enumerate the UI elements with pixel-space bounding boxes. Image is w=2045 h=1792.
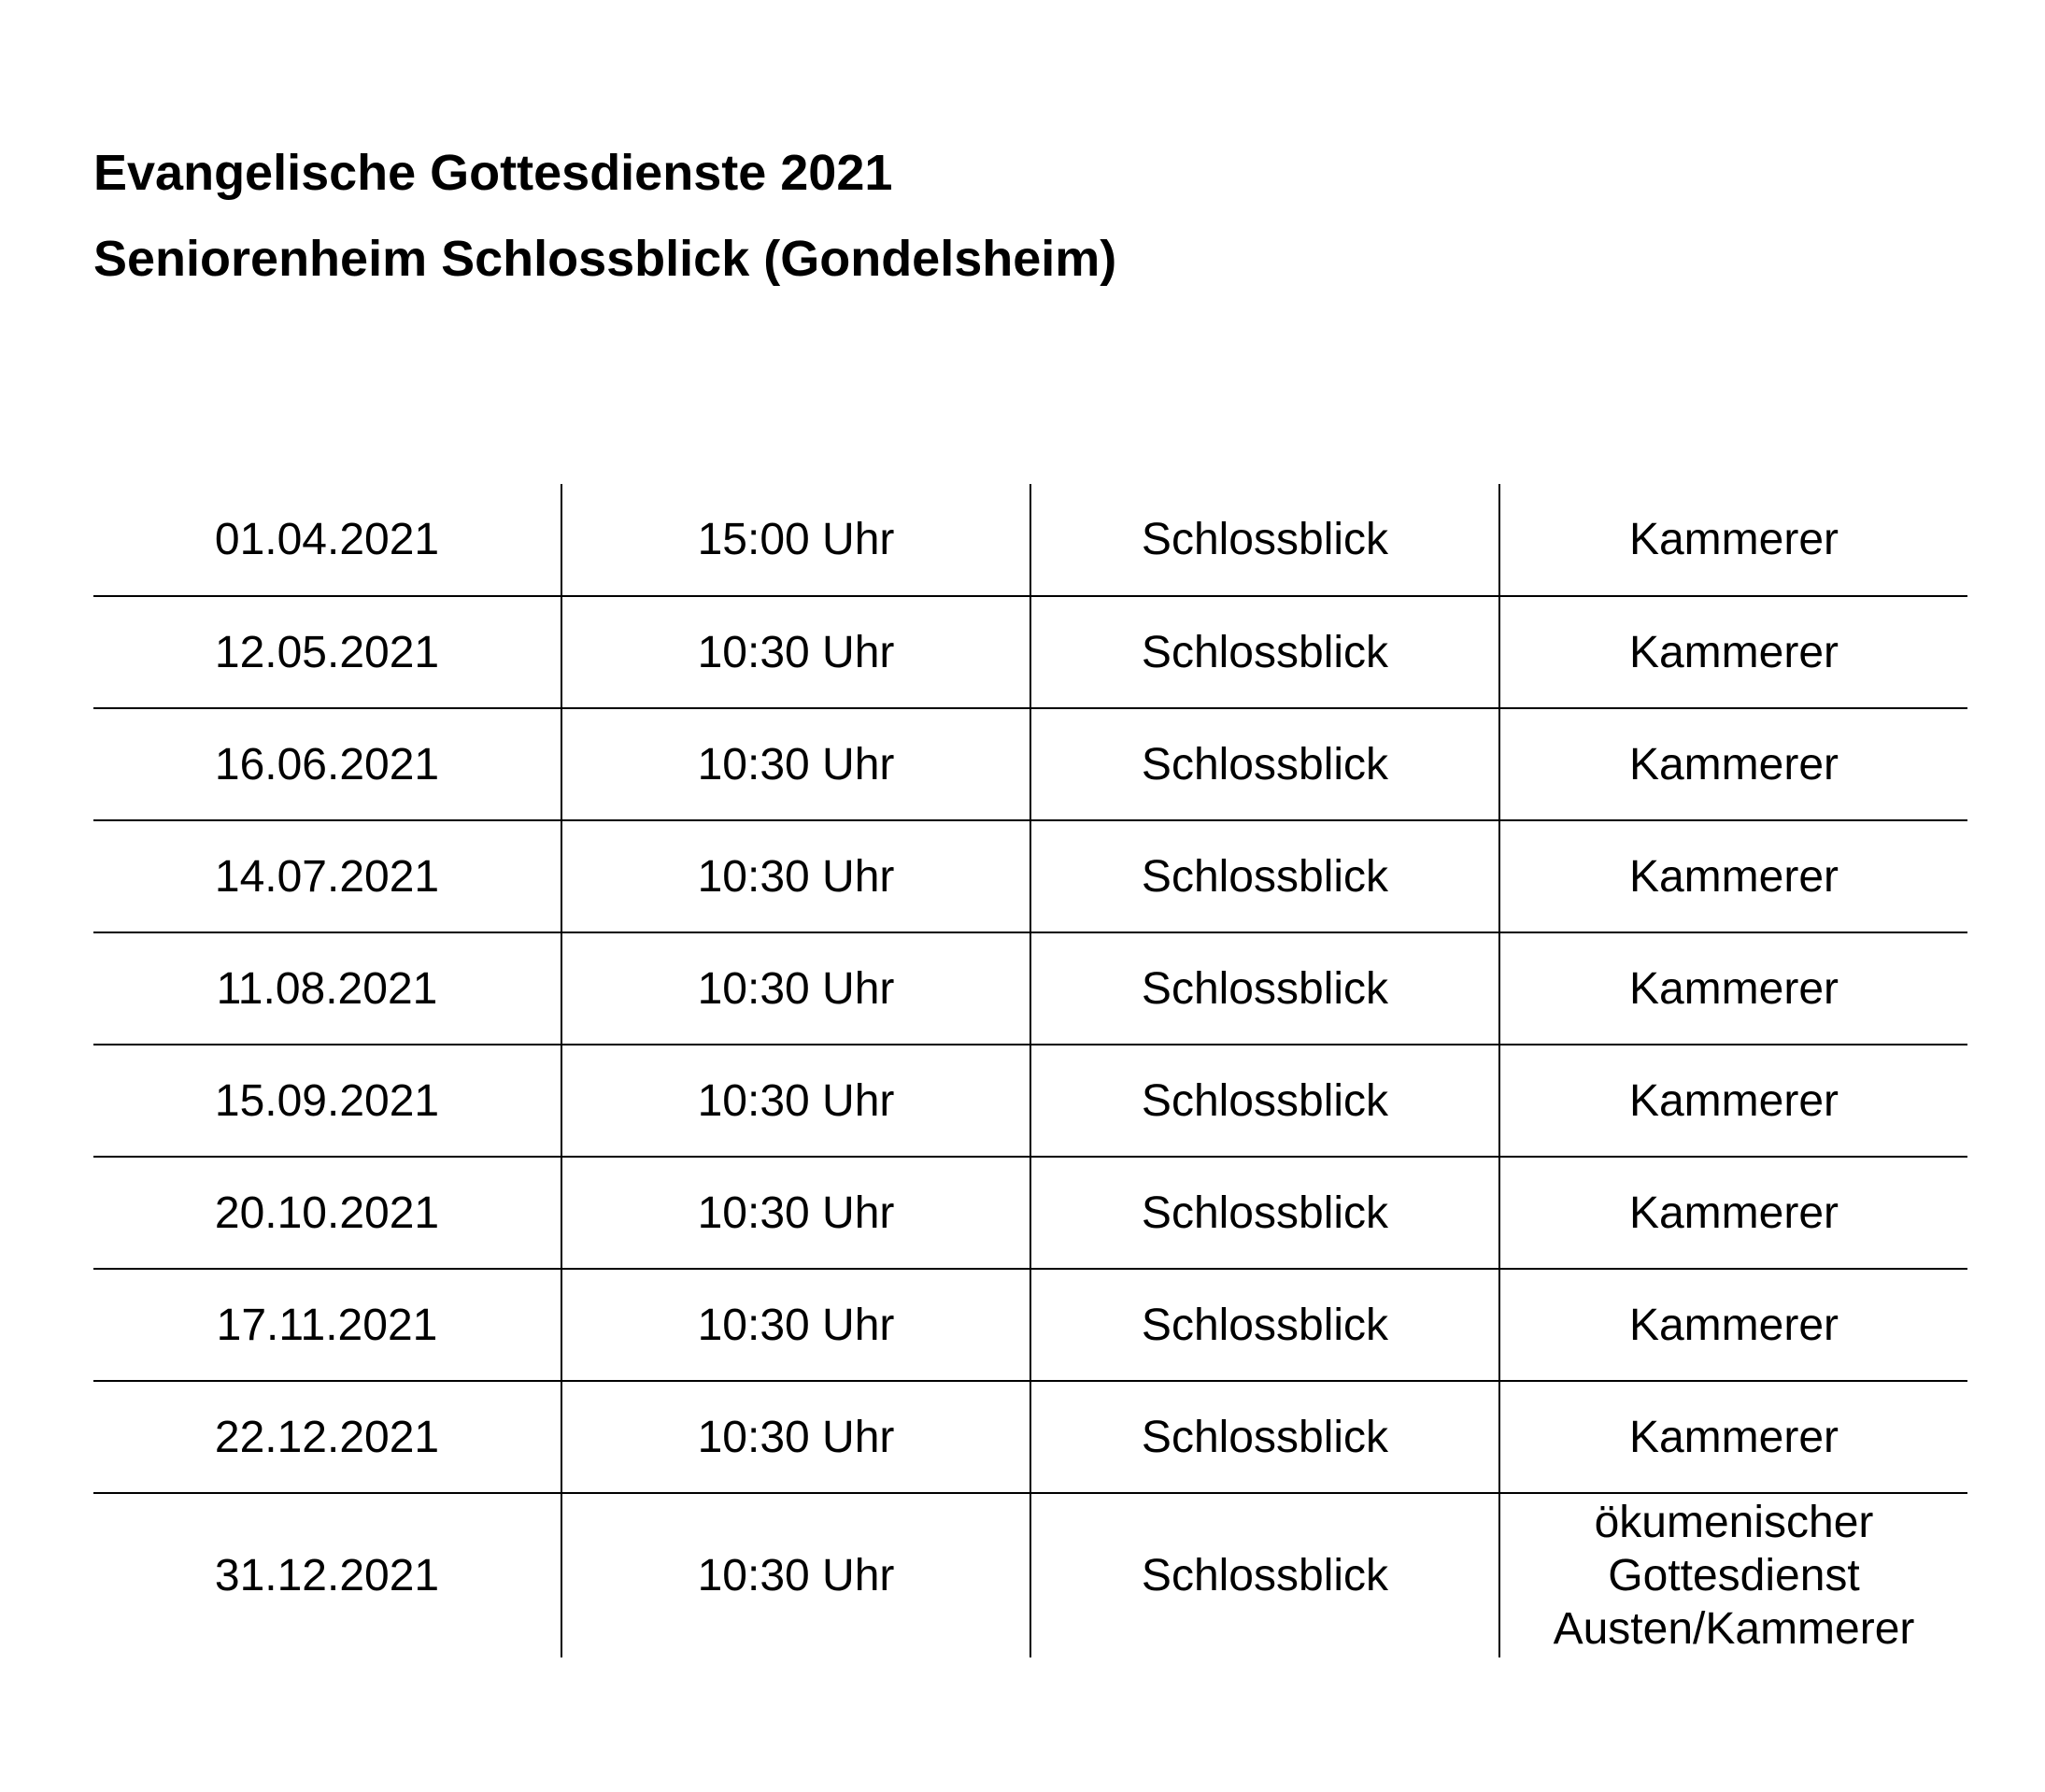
date-cell: 01.04.2021 xyxy=(93,484,561,596)
date-cell: 15.09.2021 xyxy=(93,1045,561,1157)
location-cell: Schlossblick xyxy=(1030,484,1499,596)
table-row xyxy=(93,484,1967,596)
date-cell: 22.12.2021 xyxy=(93,1381,561,1493)
location-cell: Schlossblick xyxy=(1030,1269,1499,1381)
date-cell: 11.08.2021 xyxy=(93,932,561,1045)
time-cell: 10:30 Uhr xyxy=(561,1269,1030,1381)
location-cell: Schlossblick xyxy=(1030,708,1499,820)
time-cell: 10:30 Uhr xyxy=(561,1381,1030,1493)
leader-cell: Kammerer xyxy=(1499,820,1967,932)
location-cell: Schlossblick xyxy=(1030,596,1499,708)
table-row xyxy=(93,1493,1967,1657)
page-title: Evangelische Gottesdienste 2021 xyxy=(93,145,893,201)
time-cell: 10:30 Uhr xyxy=(561,596,1030,708)
time-cell: 10:30 Uhr xyxy=(561,1157,1030,1269)
table-row xyxy=(93,708,1967,820)
location-cell: Schlossblick xyxy=(1030,820,1499,932)
table-row xyxy=(93,932,1967,1045)
date-cell: 17.11.2021 xyxy=(93,1269,561,1381)
table-row xyxy=(93,1269,1967,1381)
time-cell: 15:00 Uhr xyxy=(561,484,1030,596)
leader-cell: Kammerer xyxy=(1499,484,1967,596)
table-row xyxy=(93,1157,1967,1269)
time-cell: 10:30 Uhr xyxy=(561,708,1030,820)
time-cell: 10:30 Uhr xyxy=(561,1045,1030,1157)
leader-note-line: ökumenischer xyxy=(1594,1498,1874,1547)
time-cell: 10:30 Uhr xyxy=(561,820,1030,932)
location-cell: Schlossblick xyxy=(1030,1157,1499,1269)
leader-cell: Kammerer xyxy=(1499,1045,1967,1157)
leader-cell: Kammerer xyxy=(1499,708,1967,820)
date-cell: 20.10.2021 xyxy=(93,1157,561,1269)
date-cell: 12.05.2021 xyxy=(93,596,561,708)
table-row xyxy=(93,1381,1967,1493)
time-cell: 10:30 Uhr xyxy=(561,1493,1030,1657)
leader-cell: Kammerer xyxy=(1499,1381,1967,1493)
date-cell: 31.12.2021 xyxy=(214,1551,440,1600)
page-subtitle: Seniorenheim Schlossblick (Gondelsheim) xyxy=(93,231,1117,287)
leader-cell: Kammerer xyxy=(1499,1157,1967,1269)
location-cell: Schlossblick xyxy=(1030,932,1499,1045)
table-row xyxy=(93,596,1967,708)
leader-cell xyxy=(1499,1493,1967,1657)
time-cell: 10:30 Uhr xyxy=(561,932,1030,1045)
leader-cell: Kammerer xyxy=(1499,932,1967,1045)
leader-cell: Kammerer xyxy=(1499,1269,1967,1381)
location-cell: Schlossblick xyxy=(1030,1045,1499,1157)
leader-note-line: Gottesdienst xyxy=(1608,1551,1860,1600)
date-cell: 14.07.2021 xyxy=(93,820,561,932)
leader-cell: Kammerer xyxy=(1499,596,1967,708)
leader-note-line: Austen/Kammerer xyxy=(1553,1604,1915,1654)
table-row xyxy=(93,1045,1967,1157)
schedule-table xyxy=(93,484,1967,1657)
table-row xyxy=(93,820,1967,932)
location-cell: Schlossblick xyxy=(1030,1493,1499,1657)
location-cell: Schlossblick xyxy=(1030,1381,1499,1493)
date-cell: 16.06.2021 xyxy=(93,708,561,820)
